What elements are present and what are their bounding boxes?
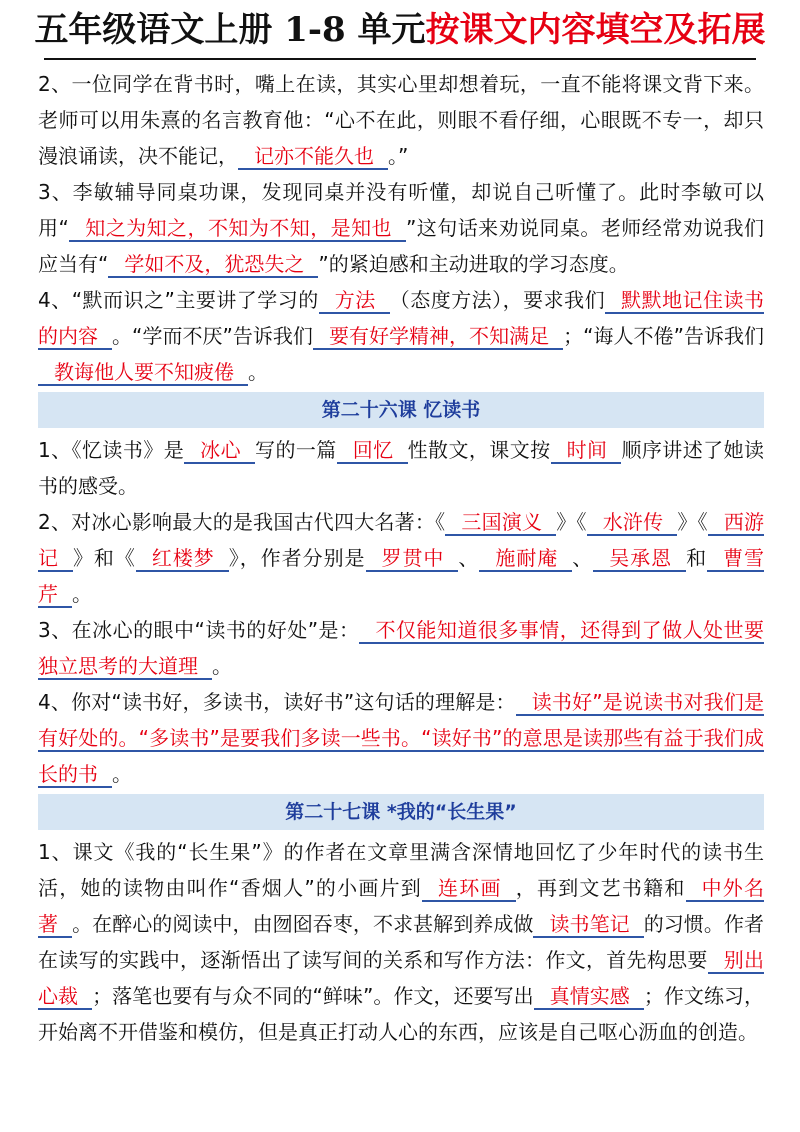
question-text: 2、对冰心影响最大的是我国古代四大名著：《 bbox=[38, 510, 446, 534]
answer-blank: 红楼梦 bbox=[136, 546, 229, 572]
question-text: 和 bbox=[686, 546, 708, 570]
answer-blank: 三国演义 bbox=[445, 510, 556, 536]
question-text: 1、《忆读书》是 bbox=[38, 438, 185, 462]
question-text: （态度方法），要求我们 bbox=[389, 288, 606, 312]
answer-blank: 别出心裁 bbox=[38, 948, 765, 1008]
page-title bbox=[0, 4, 800, 56]
question-text: 。 bbox=[212, 654, 232, 678]
question-text: 3、李敏辅导同桌功课，发现同桌并没有听懂，却说自己听懂了。此时李敏可以用“ bbox=[38, 180, 764, 240]
question-text: 》，作者分别是 bbox=[228, 546, 366, 570]
answer-blank: 施耐庵 bbox=[479, 546, 572, 572]
question-26-3 bbox=[38, 612, 764, 684]
title-red: 按课文内容填空及拓展 bbox=[425, 10, 766, 50]
question-26-2 bbox=[38, 504, 764, 612]
answer-blank: 不仅能知道很多事情，还得到了做人处世要独立思考的大道理 bbox=[38, 618, 764, 678]
question-text: 的习惯。作者在读写的实践中，逐渐悟出了读写间的关系和写作方法：作文，首先构思要 bbox=[38, 912, 765, 972]
answer-blank: 知之为知之，不知为不知，是知也 bbox=[69, 216, 406, 242]
answer-blank: 曹雪芹 bbox=[38, 546, 765, 606]
answer-blank: 默默地记住读书的内容 bbox=[38, 288, 765, 348]
answer-blank: 真情实感 bbox=[534, 984, 644, 1010]
answer-blank: 西游记 bbox=[38, 510, 765, 570]
question-text: 。在醉心的阅读中，由囫囵吞枣，不求甚解到养成做 bbox=[72, 912, 534, 936]
question-text: 4、“默而识之”主要讲了学习的 bbox=[38, 288, 319, 312]
question-text: 性散文，课文按 bbox=[407, 438, 551, 462]
answer-blank: 冰心 bbox=[184, 438, 255, 464]
question-text: ；“诲人不倦”告诉我们 bbox=[563, 324, 764, 348]
question-text: ”的紧迫感和主动进取的学习态度。 bbox=[318, 252, 629, 276]
question-text: 、 bbox=[572, 546, 594, 570]
question-text: 。 bbox=[72, 582, 92, 606]
answer-blank: 读书笔记 bbox=[533, 912, 643, 938]
section-heading-lesson-26: 第二十六课 忆读书 bbox=[38, 392, 764, 428]
answer-blank: 教诲他人要不知疲倦 bbox=[38, 360, 248, 386]
question-text: 。” bbox=[388, 144, 409, 168]
answer-blank: 吴承恩 bbox=[593, 546, 686, 572]
question-text: 。“学而不厌”告诉我们 bbox=[112, 324, 313, 348]
question-text: 》《 bbox=[556, 510, 587, 534]
question-top-4 bbox=[38, 282, 764, 390]
answer-blank: 时间 bbox=[551, 438, 622, 464]
answer-blank: 中外名著 bbox=[38, 876, 765, 936]
question-text: 2、一位同学在背书时，嘴上在读，其实心里却想着玩，一直不能将课文背下来。老师可以用朱熹的名言教育他：“心不在此，则眼不看仔细，心眼既不专一，却只漫浪诵读，决不能记， bbox=[38, 72, 764, 168]
question-text: 3、在冰心的眼中“读书的好处”是： bbox=[38, 618, 360, 642]
answer-blank: 方法 bbox=[319, 288, 390, 314]
title-underline bbox=[44, 58, 756, 60]
question-26-1 bbox=[38, 432, 764, 504]
question-top-2 bbox=[38, 66, 764, 174]
question-text: ，再到文艺书籍和 bbox=[515, 876, 686, 900]
question-text: 、 bbox=[458, 546, 480, 570]
question-text: 1、课文《我的“长生果”》的作者在文章里满含深情地回忆了少年时代的读书生活，她的读物由叫作“香烟人”的小画片到 bbox=[38, 840, 764, 900]
title-black: 五年级语文上册 1-8 单元 bbox=[34, 10, 426, 50]
answer-blank: 要有好学精神，不知满足 bbox=[313, 324, 563, 350]
question-text: ”这句话来劝说同桌。老师经常劝说我们应当有“ bbox=[38, 216, 764, 276]
question-text: 》和《 bbox=[72, 546, 136, 570]
question-text: 顺序讲述了她读书的感受。 bbox=[38, 438, 765, 498]
section-heading-lesson-27: 第二十七课 *我的“长生果” bbox=[38, 794, 764, 830]
answer-blank: 读书好”是说读书对我们是有好处的。“多读书”是要我们多读一些书。“读好书”的意思是读那些有益于我们成长的书 bbox=[38, 690, 764, 786]
answer-blank: 罗贯中 bbox=[366, 546, 459, 572]
question-text: 4、你对“读书好，多读书，读好书”这句话的理解是： bbox=[38, 690, 516, 714]
answer-blank: 回忆 bbox=[337, 438, 408, 464]
question-text: 。 bbox=[112, 762, 132, 786]
question-text: 。 bbox=[248, 360, 268, 384]
answer-blank: 水浒传 bbox=[587, 510, 678, 536]
worksheet-content bbox=[38, 66, 764, 1050]
question-text: ；作文练习，开始离不开借鉴和模仿，但是真正打动人心的东西，应该是自己呕心沥血的创造。 bbox=[38, 984, 765, 1044]
question-text: ；落笔也要有与众不同的“鲜味”。作文，还要写出 bbox=[92, 984, 534, 1008]
question-top-3 bbox=[38, 174, 764, 282]
answer-blank: 学如不及，犹恐失之 bbox=[108, 252, 318, 278]
question-26-4 bbox=[38, 684, 764, 792]
question-text: 写的一篇 bbox=[255, 438, 337, 462]
question-27-1 bbox=[38, 834, 764, 1050]
answer-blank: 记亦不能久也 bbox=[238, 144, 388, 170]
answer-blank: 连环画 bbox=[422, 876, 516, 902]
question-text: 》《 bbox=[677, 510, 708, 534]
